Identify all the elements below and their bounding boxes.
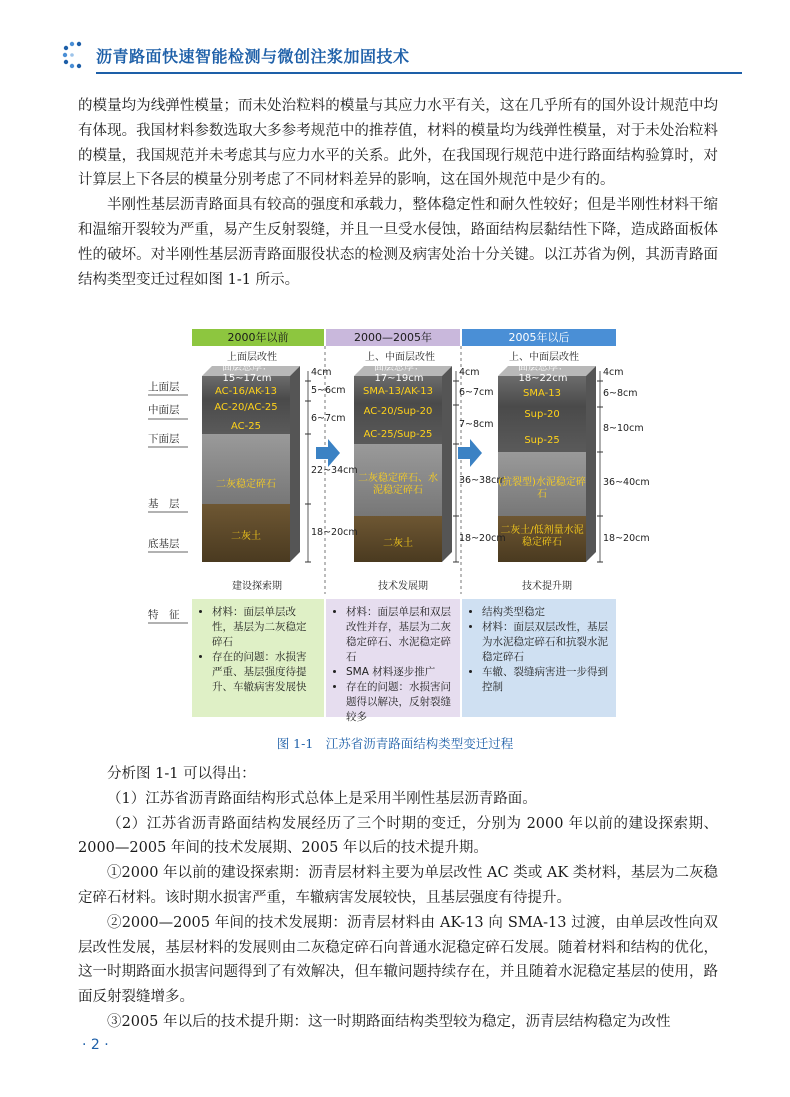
- total-thickness: 面层总厚： 17~19cm: [374, 362, 424, 384]
- thickness: 4cm: [459, 367, 480, 378]
- layer-name: 下面层: [148, 433, 180, 445]
- thickness: 6~7cm: [311, 413, 346, 424]
- layer-material: 二灰土: [231, 531, 261, 542]
- paragraph: 半刚性基层沥青路面具有较高的强度和承载力，整体稳定性和耐久性较好；但是半刚性材料干缩和温缩开裂较为严重，易产生反射裂缝，并且一旦受水侵蚀，路面结构层黏结性下降，造成路面板体性的破坏。对半刚性基层沥青路面服役状态的检测及病害处治十分关键。以江苏省为例，其沥青路面结构类型变迁过程如图 1-1 所示。: [78, 197, 718, 288]
- header-rule: [96, 72, 742, 74]
- thickness: 18~20cm: [311, 527, 358, 538]
- paragraph: ③2005 年以后的技术提升期：这一时期路面结构类型较为稳定，沥青层结构稳定为改性: [107, 1013, 671, 1030]
- feature-title: 特 征: [148, 609, 180, 621]
- feature-item: • 材料：面层双层改性，基层为水泥稳定碎石和抗裂水泥稳定碎石: [482, 620, 608, 665]
- layer-material: SMA-13/AK-13: [363, 386, 433, 397]
- decorative-dots-icon: [60, 40, 90, 70]
- layer-material: 二灰土/低剂量水泥稳定碎石: [500, 525, 584, 548]
- thickness: 5~6cm: [311, 385, 346, 396]
- page-number: · 2 ·: [82, 1037, 109, 1053]
- layer-name: 中面层: [148, 404, 180, 416]
- thickness: 22~34cm: [311, 465, 358, 476]
- layer-material: AC-20/AC-25: [214, 402, 278, 413]
- paragraph: ②2000—2005 年间的技术发展期：沥青层材料由 AK-13 向 SMA-13 过渡，由单层改性向双层改性发展，基层材料的发展则由二灰稳定碎石向普通水泥稳定碎石发展。随着材料和结构的优化，这一时期路面水损害问题得到了有效解决，但车辙问题持续存在，并且随着水泥稳定基层的使用，路面反射裂缝增多。: [78, 914, 718, 1006]
- feature-box-1: [192, 599, 324, 717]
- thickness: 18~20cm: [603, 533, 650, 544]
- thickness: 8~10cm: [603, 423, 644, 434]
- total-thickness: 面层总厚： 18~22cm: [518, 362, 568, 384]
- thickness: 6~7cm: [459, 387, 494, 398]
- feature-item: • 材料：面层单层改性，基层为二灰稳定碎石: [212, 605, 316, 650]
- paragraph: （2）江苏省沥青路面结构发展经历了三个时期的变迁，分别为 2000 年以前的建设探索期、2000—2005 年间的技术发展期、2005 年以后的技术提升期。: [78, 815, 718, 857]
- stage-label: 技术发展期: [378, 581, 428, 592]
- body-text-bottom: [78, 762, 718, 1035]
- stage-label: 技术提升期: [522, 581, 572, 592]
- thickness: 4cm: [311, 367, 332, 378]
- period-header: 2000—2005年: [326, 329, 460, 346]
- feature-item: • 车辙、裂缝病害进一步得到控制: [482, 665, 608, 695]
- top-label: 上面层改性: [227, 352, 277, 363]
- layer-material: Sup-25: [524, 435, 560, 446]
- thickness: 6~8cm: [603, 388, 638, 399]
- thickness: 36~38cm: [459, 475, 506, 486]
- layer-name: 基 层: [148, 498, 180, 510]
- layer-material: AC-20/Sup-20: [363, 406, 433, 417]
- feature-item: • SMA 材料逐步推广: [346, 665, 452, 680]
- feature-box-2: [326, 599, 460, 723]
- period-header: 2000年以前: [192, 329, 324, 346]
- layer-material: SMA-13: [523, 388, 561, 399]
- running-header: [60, 38, 740, 78]
- layer-material: Sup-20: [524, 409, 560, 420]
- total-thickness: 面层总厚： 15~17cm: [222, 362, 272, 384]
- layer-material: AC-16/AK-13: [214, 386, 278, 397]
- layer-material: (抗裂型)水泥稳定碎石: [498, 477, 586, 500]
- thickness: 36~40cm: [603, 477, 650, 488]
- layer-material: AC-25: [231, 421, 261, 432]
- paragraph: ①2000 年以前的建设探索期：沥青层材料主要为单层改性 AC 类或 AK 类材料，基层为二灰稳定碎石材料。该时期水损害严重，车辙病害发展较快，且基层强度有待提升。: [78, 865, 718, 906]
- feature-item: • 存在的问题：水损害问题得以解决，反射裂缝较多: [346, 680, 452, 725]
- layer-material: 二灰土: [383, 538, 413, 549]
- thickness: 7~8cm: [459, 419, 494, 430]
- header-title: 沥青路面快速智能检测与微创注浆加固技术: [96, 47, 410, 66]
- paragraph: 的模量均为线弹性模量；而未处治粒料的模量与其应力水平有关，这在几乎所有的国外设计规范中均有体现。我国材料参数选取大多参考规范中的推荐值，材料的模量均为线弹性模量，对于未处治粒料的模量，我国规范并未考虑其与应力水平的关系。此外，在我国现行规范中进行路面结构验算时，对计算层上下各层的模量分别考虑了不同材料差异的影响，这在国外规范中是少有的。: [78, 98, 718, 189]
- paragraph: （1）江苏省沥青路面结构形式总体上是采用半刚性基层沥青路面。: [107, 790, 537, 807]
- layer-material: 二灰稳定碎石: [216, 479, 276, 490]
- layer-material: 二灰稳定碎石、水泥稳定碎石: [358, 473, 438, 496]
- thickness: 18~20cm: [459, 533, 506, 544]
- feature-item: • 结构类型稳定: [482, 605, 608, 620]
- thickness: 4cm: [603, 367, 624, 378]
- figure-caption: 图 1-1 江苏省沥青路面结构类型变迁过程: [276, 736, 514, 751]
- feature-item: • 存在的问题：水损害严重、基层强度待提升、车辙病害发展快: [212, 650, 316, 695]
- body-text-top: [78, 94, 718, 292]
- figure-1-1: [148, 329, 652, 721]
- layer-material: AC-25/Sup-25: [363, 429, 433, 440]
- top-label: 上、中面层改性: [365, 352, 435, 363]
- layer-name: 上面层: [148, 381, 180, 393]
- feature-box-3: [462, 599, 616, 717]
- paragraph: 分析图 1-1 可以得出：: [107, 766, 256, 782]
- layer-name: 底基层: [148, 538, 180, 550]
- period-header: 2005年以后: [462, 329, 616, 346]
- feature-item: • 材料：面层单层和双层改性并存，基层为二灰稳定碎石、水泥稳定碎石: [346, 605, 452, 665]
- stage-label: 建设探索期: [232, 581, 282, 592]
- top-label: 上、中面层改性: [509, 352, 579, 363]
